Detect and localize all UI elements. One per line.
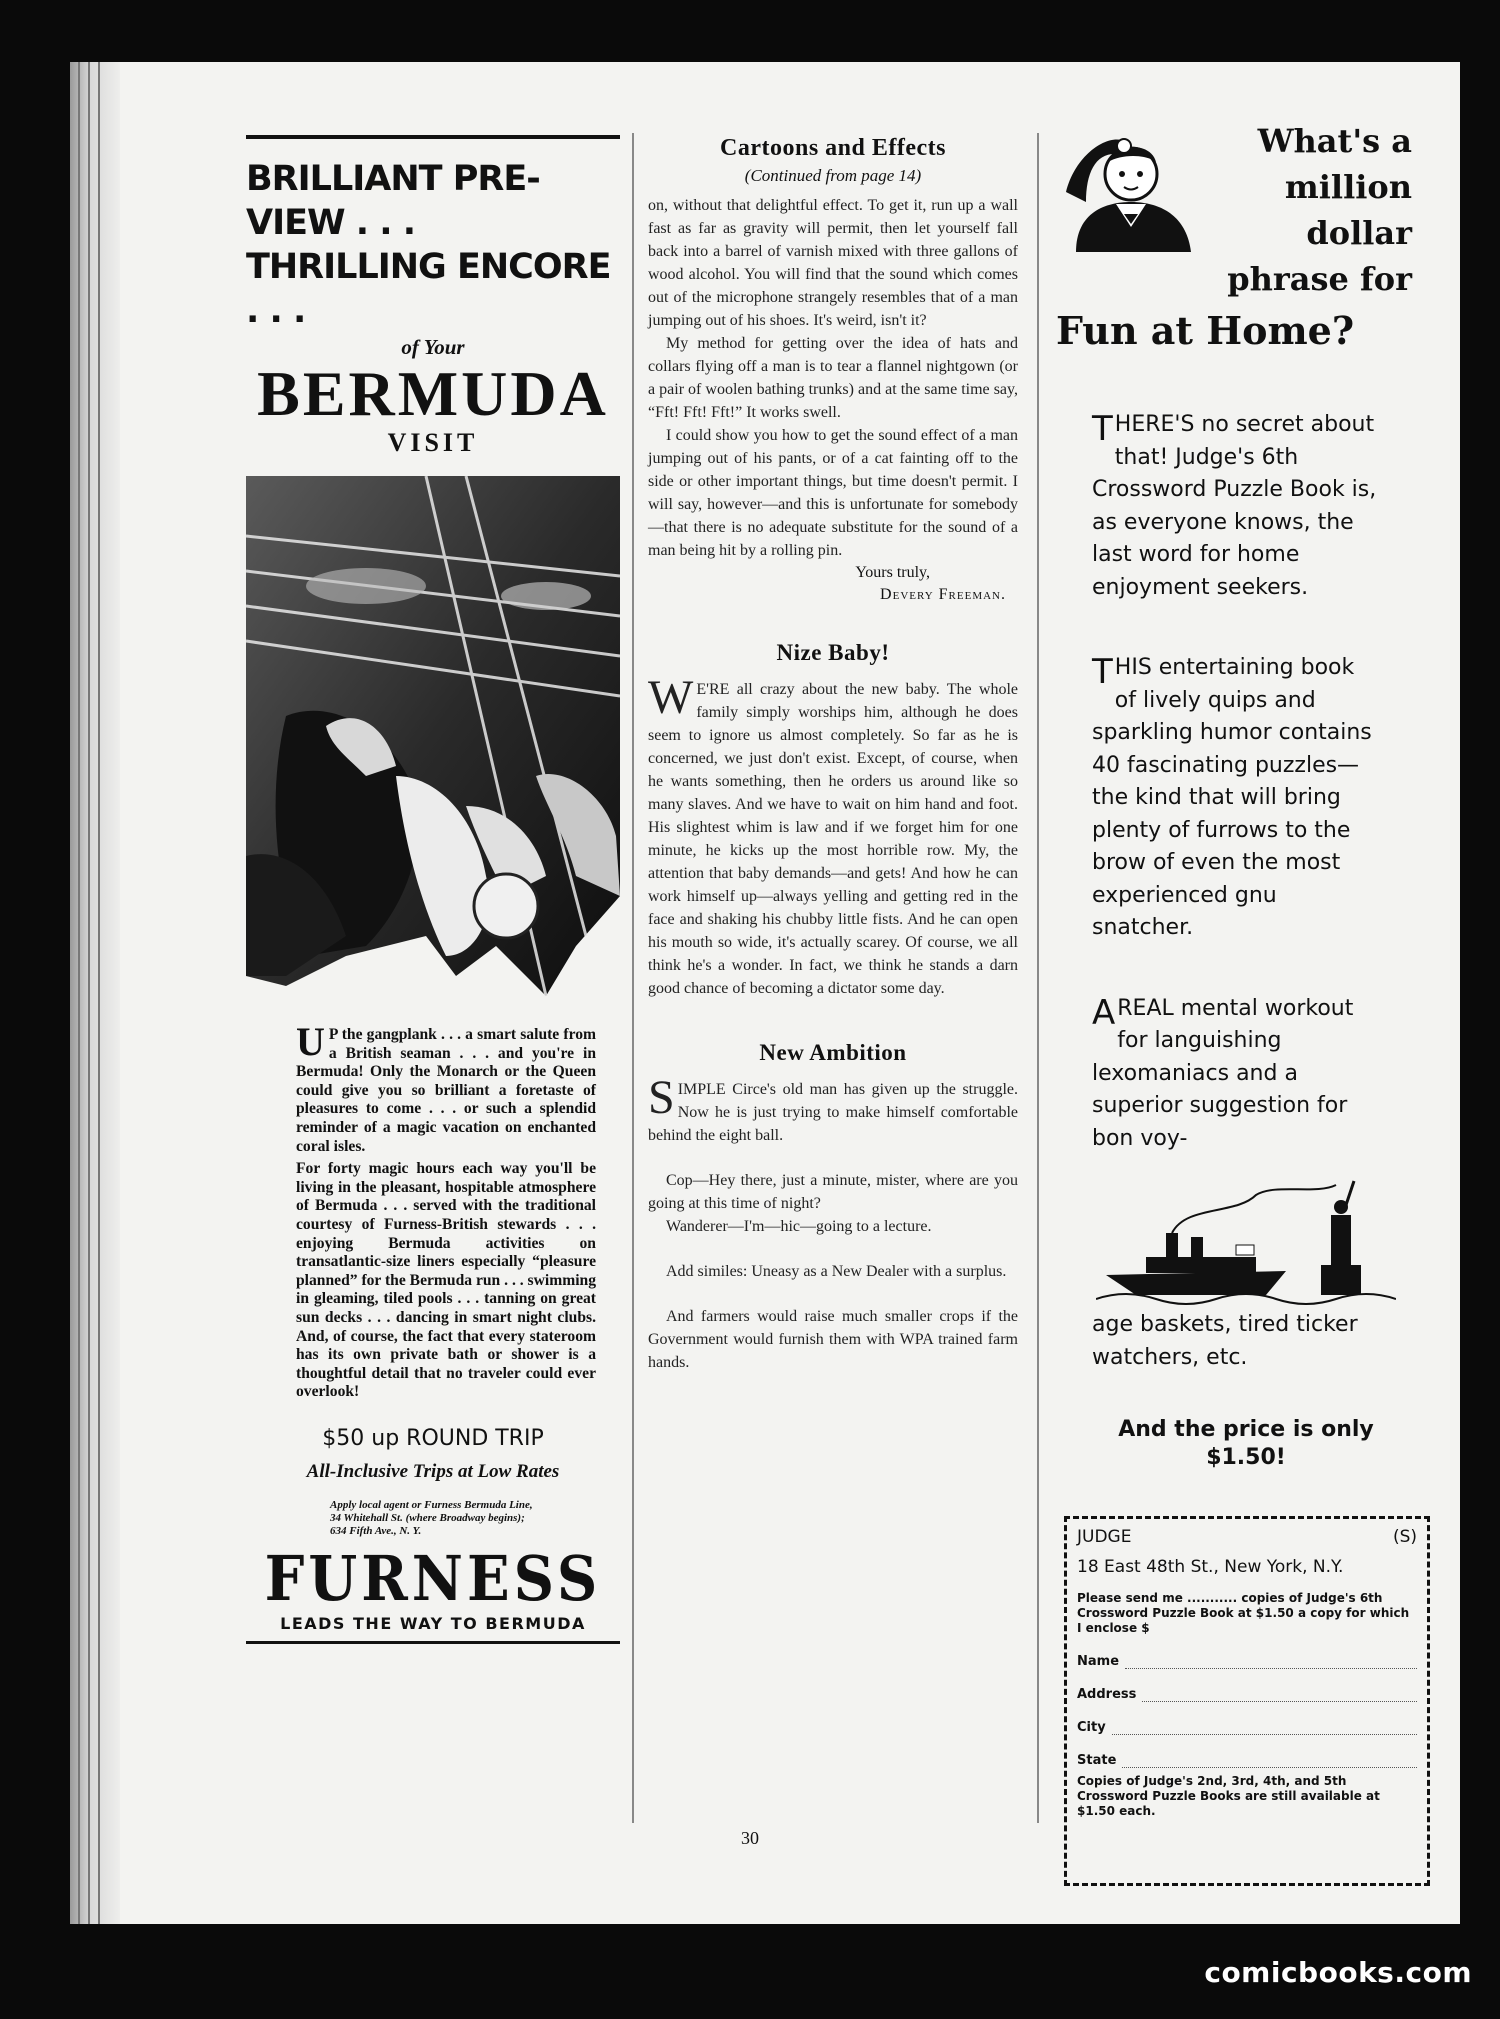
signature-closing: Yours truly, [855,564,930,581]
judge-paragraph-3 [1092,993,1380,1156]
headline-line-1: What's a [1257,122,1412,160]
furness-logo: FURNESS [264,1542,602,1616]
of-your-text: of Your [401,335,465,359]
coupon-address-field[interactable] [1077,1687,1417,1702]
furness-tagline: LEADS THE WAY TO BERMUDA [280,1613,586,1633]
judge-paragraph-1 [1092,409,1380,604]
steamship-statue-illustration [1096,1175,1396,1305]
continued-note: (Continued from page 14) [744,166,922,185]
judge-price [1056,1416,1436,1472]
price-line-1: And the price is only [1118,1417,1374,1442]
ambition-paragraph-3: Wanderer—I'm—hic—going to a lecture. [666,1218,932,1235]
page-number: 30 [741,1828,759,1848]
top-rule [246,135,620,139]
name-line[interactable] [1125,1656,1417,1669]
coupon-city-field[interactable] [1077,1720,1417,1735]
agent-info: Apply local agent or Furness Bermuda Line, 34 Whitehall St. (where Broadway begins); 634 Fifth Ave., N. Y. [330,1498,533,1537]
city-line[interactable] [1112,1722,1417,1735]
signature-author: Devery Freeman. [880,586,1006,603]
para3-cap: A [1092,992,1116,1033]
body-paragraph-1: P the gangplank . . . a smart salute from a British seaman . . . and you're in Bermuda! Only the Monarch or the Queen could give you so brilliant a foretaste of pleasures to come . . . or such a splendid reminder of a magic vacation on enchanted coral isles. [296,1026,596,1155]
column-divider-left [632,133,634,1823]
round-trip-price: $50 up ROUND TRIP [322,1425,544,1451]
coupon-note: Copies of Judge's 2nd, 3rd, 4th, and 5th Crossword Puzzle Books are still available at $1.50 each. [1077,1774,1380,1818]
site-watermark: comicbooks.com [1204,1956,1472,1989]
ambition-paragraph-4: Add similes: Uneasy as a New Dealer with a surplus. [666,1263,1007,1280]
price-line-2: $1.50! [1206,1445,1286,1470]
articles-column [648,135,1018,1374]
state-label: State [1077,1753,1117,1768]
coupon-state-field[interactable] [1077,1753,1417,1768]
bermuda-body-text [296,1019,596,1402]
para3-text: REAL mental workout for languishing lexomaniacs and a superior suggestion for bon voy- [1092,995,1354,1151]
body-paragraph-2: For forty magic hours each way you'll be living in the pleasant, hospitable atmosphere of Bermuda . . . served with the traditional courtesy of Furness-British stewards . . . enjoying Bermuda activities on transatlantic-size liners especially “pleasure planned” for the Bermuda run . . . swimming in gleaming, tiled pools . . . tanning on great sun decks . . . dancing in smart night clubs. And, of course, the fact that every stateroom has its own private bath or shower is a thoughtful detail that no traveler could ever overlook! [296,1160,596,1401]
para1-cap: T [1092,409,1113,449]
address-line[interactable] [1142,1689,1417,1702]
name-label: Name [1077,1654,1120,1669]
nize-baby-body [648,671,1018,1000]
coupon-address: 18 East 48th St., New York, N.Y. [1077,1557,1344,1577]
judge-advertisement [1056,118,1436,1886]
headline-preview: BRILLIANT PRE-VIEW . . . [246,159,540,243]
para1-text: HERE'S no secret about that! Judge's 6th Crossword Puzzle Book is, as everyone knows, the last word for home enjoyment seekers. [1092,412,1377,600]
ambition-paragraph-5: And farmers would raise much smaller crops if the Government would furnish them with WPA trained farm hands. [648,1308,1018,1371]
cartoons-title: Cartoons and Effects [720,135,946,161]
body-dropcap: U [296,1019,325,1064]
ambition-text-1: IMPLE Circe's old man has given up the struggle. Now he is just trying to make himself comfortable behind the eight ball. [648,1081,1018,1144]
bermuda-advertisement [246,135,620,1644]
headline-line-4: phrase for [1227,260,1412,298]
judge-paragraph-3-continued: age baskets, tired ticker watchers, etc. [1092,1312,1358,1370]
ambition-paragraph-1 [648,1071,1018,1147]
para2-cap: T [1092,652,1113,692]
coupon-order-text: Please send me ........... copies of Judge's 6th Crossword Puzzle Book at $1.50 a copy for which I enclose $ [1077,1591,1410,1635]
fun-at-home-headline: Fun at Home? [1056,308,1355,353]
thinking-man-illustration [1056,132,1206,252]
baby-dropcap: W [648,671,694,724]
deck-photo-illustration [246,476,620,1006]
bottom-rule [246,1641,620,1644]
column-divider-right [1037,133,1039,1823]
bermuda-title: BERMUDA [257,358,609,429]
order-coupon[interactable] [1064,1516,1430,1886]
headline-line-3: dollar [1306,214,1412,252]
headline-line-2: million [1284,168,1412,206]
coupon-publisher: JUDGE [1077,1527,1132,1547]
judge-paragraph-2 [1092,652,1380,945]
cartoons-paragraph-1: on, without that delightful effect. To get it, run up a wall fast as far as gravity will permit, then let yourself fall back into a barrel of varnish mixed with three gallons of wood alcohol. You will find that the sound which comes out of the microphone strangely resembles that of a man jumping out of his shoes. It's weird, isn't it? [648,197,1018,329]
cartoons-paragraph-2: My method for getting over the idea of hats and collars flying off a man is to tear a flannel nightgown (or a pair of woolen bathing trunks) and at the same time say, “Fft! Fft! Fft!” It works swell. [648,335,1018,421]
new-ambition-title: New Ambition [759,1040,907,1065]
baby-text: E'RE all crazy about the new baby. The whole family simply worships him, although he does seem to ignore us almost completely. So far as he is concerned, we just don't exist. Except, of course, when he wants something, then he orders us around like so many slaves. And we have to wait on him hand and foot. His slightest whim is law and if we forget him for one minute, he kicks up the most horrible row. My, the attention that baby demands—and gets! And how he can work himself up—always yelling and getting red in the face and shaking his chubby little fists. And he can open his mouth so wide, it's actually scarey. Of course, we all think he's a wonder. In fact, we think he stands a darn good chance of becoming a dictator some day. [648,681,1018,997]
city-label: City [1077,1720,1106,1735]
para2-text: HIS entertaining book of lively quips and sparkling humor contains 40 fascinating puzzles—the kind that will bring plenty of furrows to the brow of even the most experienced gnu snatcher. [1092,655,1372,940]
signature [648,562,1018,606]
ambition-dropcap: S [648,1071,675,1124]
state-line[interactable] [1122,1755,1417,1768]
coupon-header [1077,1527,1417,1547]
coupon-code: (S) [1392,1527,1417,1547]
visit-subtitle: VISIT [387,428,479,457]
ambition-paragraph-2: Cop—Hey there, just a minute, mister, where are you going at this time of night? [648,1172,1018,1212]
cartoons-paragraph-3: I could show you how to get the sound effect of a man jumping out of his pants, or of a cat fainting off to the side or other important things, but time doesn't permit. I will say, however—and this is unfortunate for somebody—that there is no adequate substitute for the sound of a man being hit by a rolling pin. [648,427,1018,559]
nize-baby-title: Nize Baby! [776,640,890,665]
page-spine [70,62,120,1924]
inclusive-tagline: All-Inclusive Trips at Low Rates [306,1460,560,1482]
ship-deck-photo [246,476,620,1006]
address-label: Address [1077,1687,1137,1702]
coupon-name-field[interactable] [1077,1654,1417,1669]
headline-encore: THRILLING ENCORE . . . [246,247,611,331]
